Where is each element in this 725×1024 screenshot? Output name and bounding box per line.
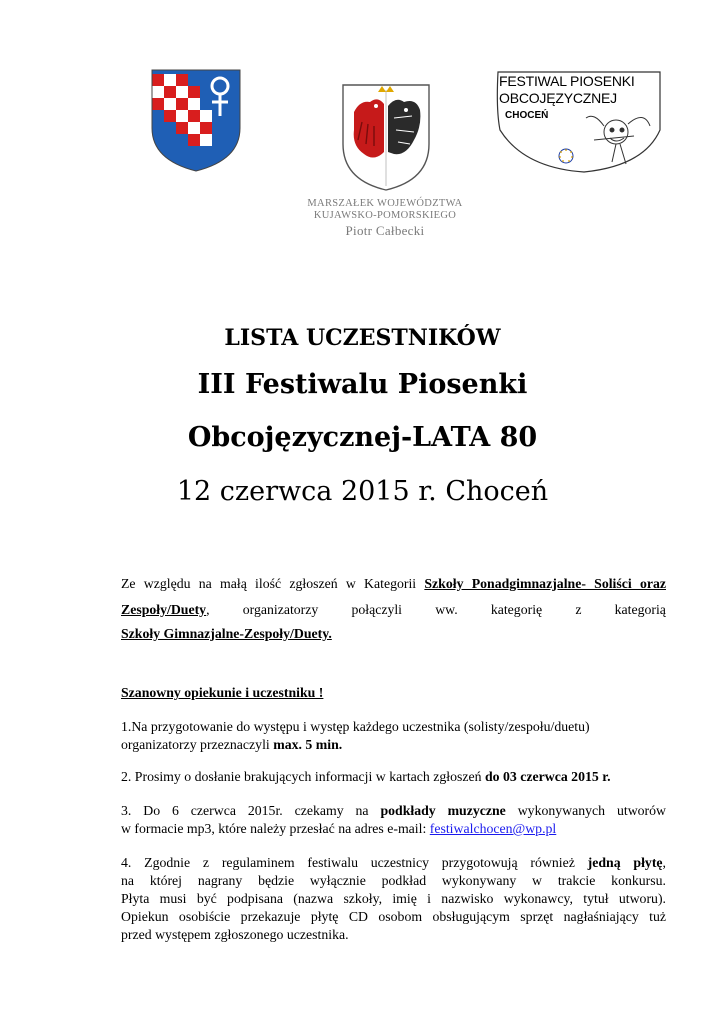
festival-logo-line-1: FESTIWAL PIOSENKI bbox=[499, 73, 635, 89]
notice-text: kategorię bbox=[490, 602, 543, 617]
event-date: 12 czerwca 2015 r. Choceń bbox=[176, 476, 549, 507]
highlight: podkłady muzyczne bbox=[380, 803, 506, 818]
instruction-text: , bbox=[662, 855, 666, 870]
notice-text: , bbox=[206, 602, 210, 617]
instruction-text: na której nagrany będzie wyłącznie podkład wykonywany w trakcie konkursu. bbox=[121, 873, 666, 888]
instruction-text: 3. Do 6 czerwca 2015r. czekamy na bbox=[121, 803, 381, 818]
notice-text: Ze względu na małą ilość zgłoszeń w Kategorii bbox=[121, 576, 425, 591]
notice-text: ww. bbox=[435, 602, 458, 617]
instruction-text: 2. Prosimy o dosłanie brakujących informacji w kartach zgłoszeń bbox=[121, 769, 485, 784]
greeting: Szanowny opiekunie i uczestniku ! bbox=[121, 685, 324, 700]
festival-logo-line-2: OBCOJĘZYCZNEJ bbox=[499, 90, 617, 106]
notice-text: kategorią bbox=[614, 602, 666, 617]
instruction-text: Opiekun osobiście przekazuje płytę CD osobom obsługującym sprzęt nagłaśniający tuż bbox=[121, 909, 666, 924]
time-limit: max. 5 min. bbox=[273, 737, 343, 752]
festival-logo-line-3: CHOCEŃ bbox=[505, 110, 549, 121]
marshal-region-line: KUJAWSKO-POMORSKIEGO bbox=[313, 210, 457, 221]
instruction-text: wykonywanych utworów bbox=[505, 803, 667, 818]
marshal-title-line: MARSZAŁEK WOJEWÓDZTWA bbox=[307, 198, 463, 209]
instruction-1 bbox=[121, 718, 666, 754]
category-name: Szkoły Ponadgimnazjalne- Soliści oraz bbox=[424, 576, 666, 591]
instruction-text: przed występem zgłoszonego uczestnika. bbox=[121, 927, 349, 942]
instruction-text: 1.Na przygotowanie do występu i występ każdego uczestnika (solisty/zespołu/duetu) bbox=[121, 719, 590, 734]
notice-text: z bbox=[575, 602, 582, 617]
notice-text: połączyli bbox=[351, 602, 403, 617]
festival-title-line-1: III Festiwalu Piosenki bbox=[197, 369, 528, 400]
marshal-emblem-caption bbox=[280, 198, 490, 239]
gmina-coat-of-arms-icon bbox=[150, 68, 242, 173]
deadline: do 03 czerwca 2015 r. bbox=[484, 769, 611, 784]
instruction-3 bbox=[121, 802, 666, 838]
category-name: Zespoły/Duety bbox=[121, 602, 207, 617]
notice-line-3: Szkoły Gimnazjalne-Zespoły/Duety. bbox=[121, 626, 332, 641]
highlight: jedną płytę bbox=[587, 855, 663, 870]
instruction-text: organizatorzy przeznaczyli bbox=[121, 737, 274, 752]
email-link[interactable]: festiwalchocen@wp.pl bbox=[429, 821, 557, 836]
notice-text: organizatorzy bbox=[242, 602, 319, 617]
instruction-text: Płyta musi być podpisana (nazwa szkoły, imię i nazwisko wykonawcy, tytuł utworu). bbox=[121, 891, 666, 906]
instruction-4 bbox=[121, 854, 666, 944]
marshal-name-line: Piotr Całbecki bbox=[345, 223, 425, 238]
instruction-text: w formacie mp3, które należy przesłać na adres e-mail: bbox=[121, 821, 430, 836]
notice-line-1 bbox=[121, 575, 666, 593]
notice-line-2 bbox=[121, 601, 666, 619]
voivodeship-coat-of-arms-icon bbox=[340, 82, 432, 192]
instruction-2 bbox=[121, 768, 666, 786]
instruction-text: 4. Zgodnie z regulaminem festiwalu uczestnicy przygotowują również bbox=[121, 855, 588, 870]
festival-title-line-2: Obcojęzycznej-LATA 80 bbox=[187, 422, 538, 453]
document-heading: LISTA UCZESTNIKÓW bbox=[224, 325, 501, 351]
